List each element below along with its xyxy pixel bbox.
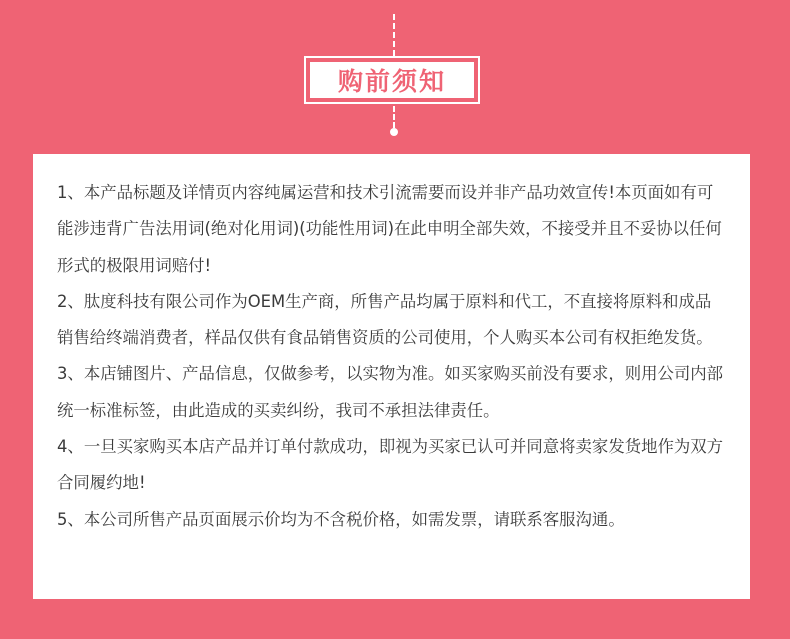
connector-dot (390, 128, 398, 136)
notice-item-4: 4、一旦买家购买本店产品并订单付款成功，即视为买家已认可并同意将卖家发货地作为双方合同履约地! (57, 437, 724, 493)
notice-item-5: 5、本公司所售产品页面展示价均为不含税价格，如需发票，请联系客服沟通。 (57, 509, 625, 529)
notice-panel (33, 154, 750, 599)
notice-item-3: 3、本店铺图片、产品信息，仅做参考，以实物为准。如买家购买前没有要求，则用公司内部统一标准标签，由此造成的买卖纠纷，我司不承担法律责任。 (57, 364, 724, 420)
top-dashed-line (393, 14, 395, 56)
page-title: 购前须知 (337, 67, 446, 96)
notice-item-2: 2、肽度科技有限公司作为OEM生产商，所售产品均属于原料和代工，不直接将原料和成品销售给终端消费者，样品仅供有食品销售资质的公司使用，个人购买本公司有权拒绝发货。 (57, 291, 713, 348)
notice-item-1: 1、本产品标题及详情页内容纯属运营和技术引流需要而设并非产品功效宣传!本页面如有可能涉违背广告法用词(绝对化用词)(功能性用词)在此申明全部失效，不接受并且不妥协以任何形式的极限用词赔付! (57, 183, 722, 275)
bottom-dashed-line (393, 106, 395, 128)
title-frame (304, 56, 480, 104)
title-box (310, 62, 474, 98)
